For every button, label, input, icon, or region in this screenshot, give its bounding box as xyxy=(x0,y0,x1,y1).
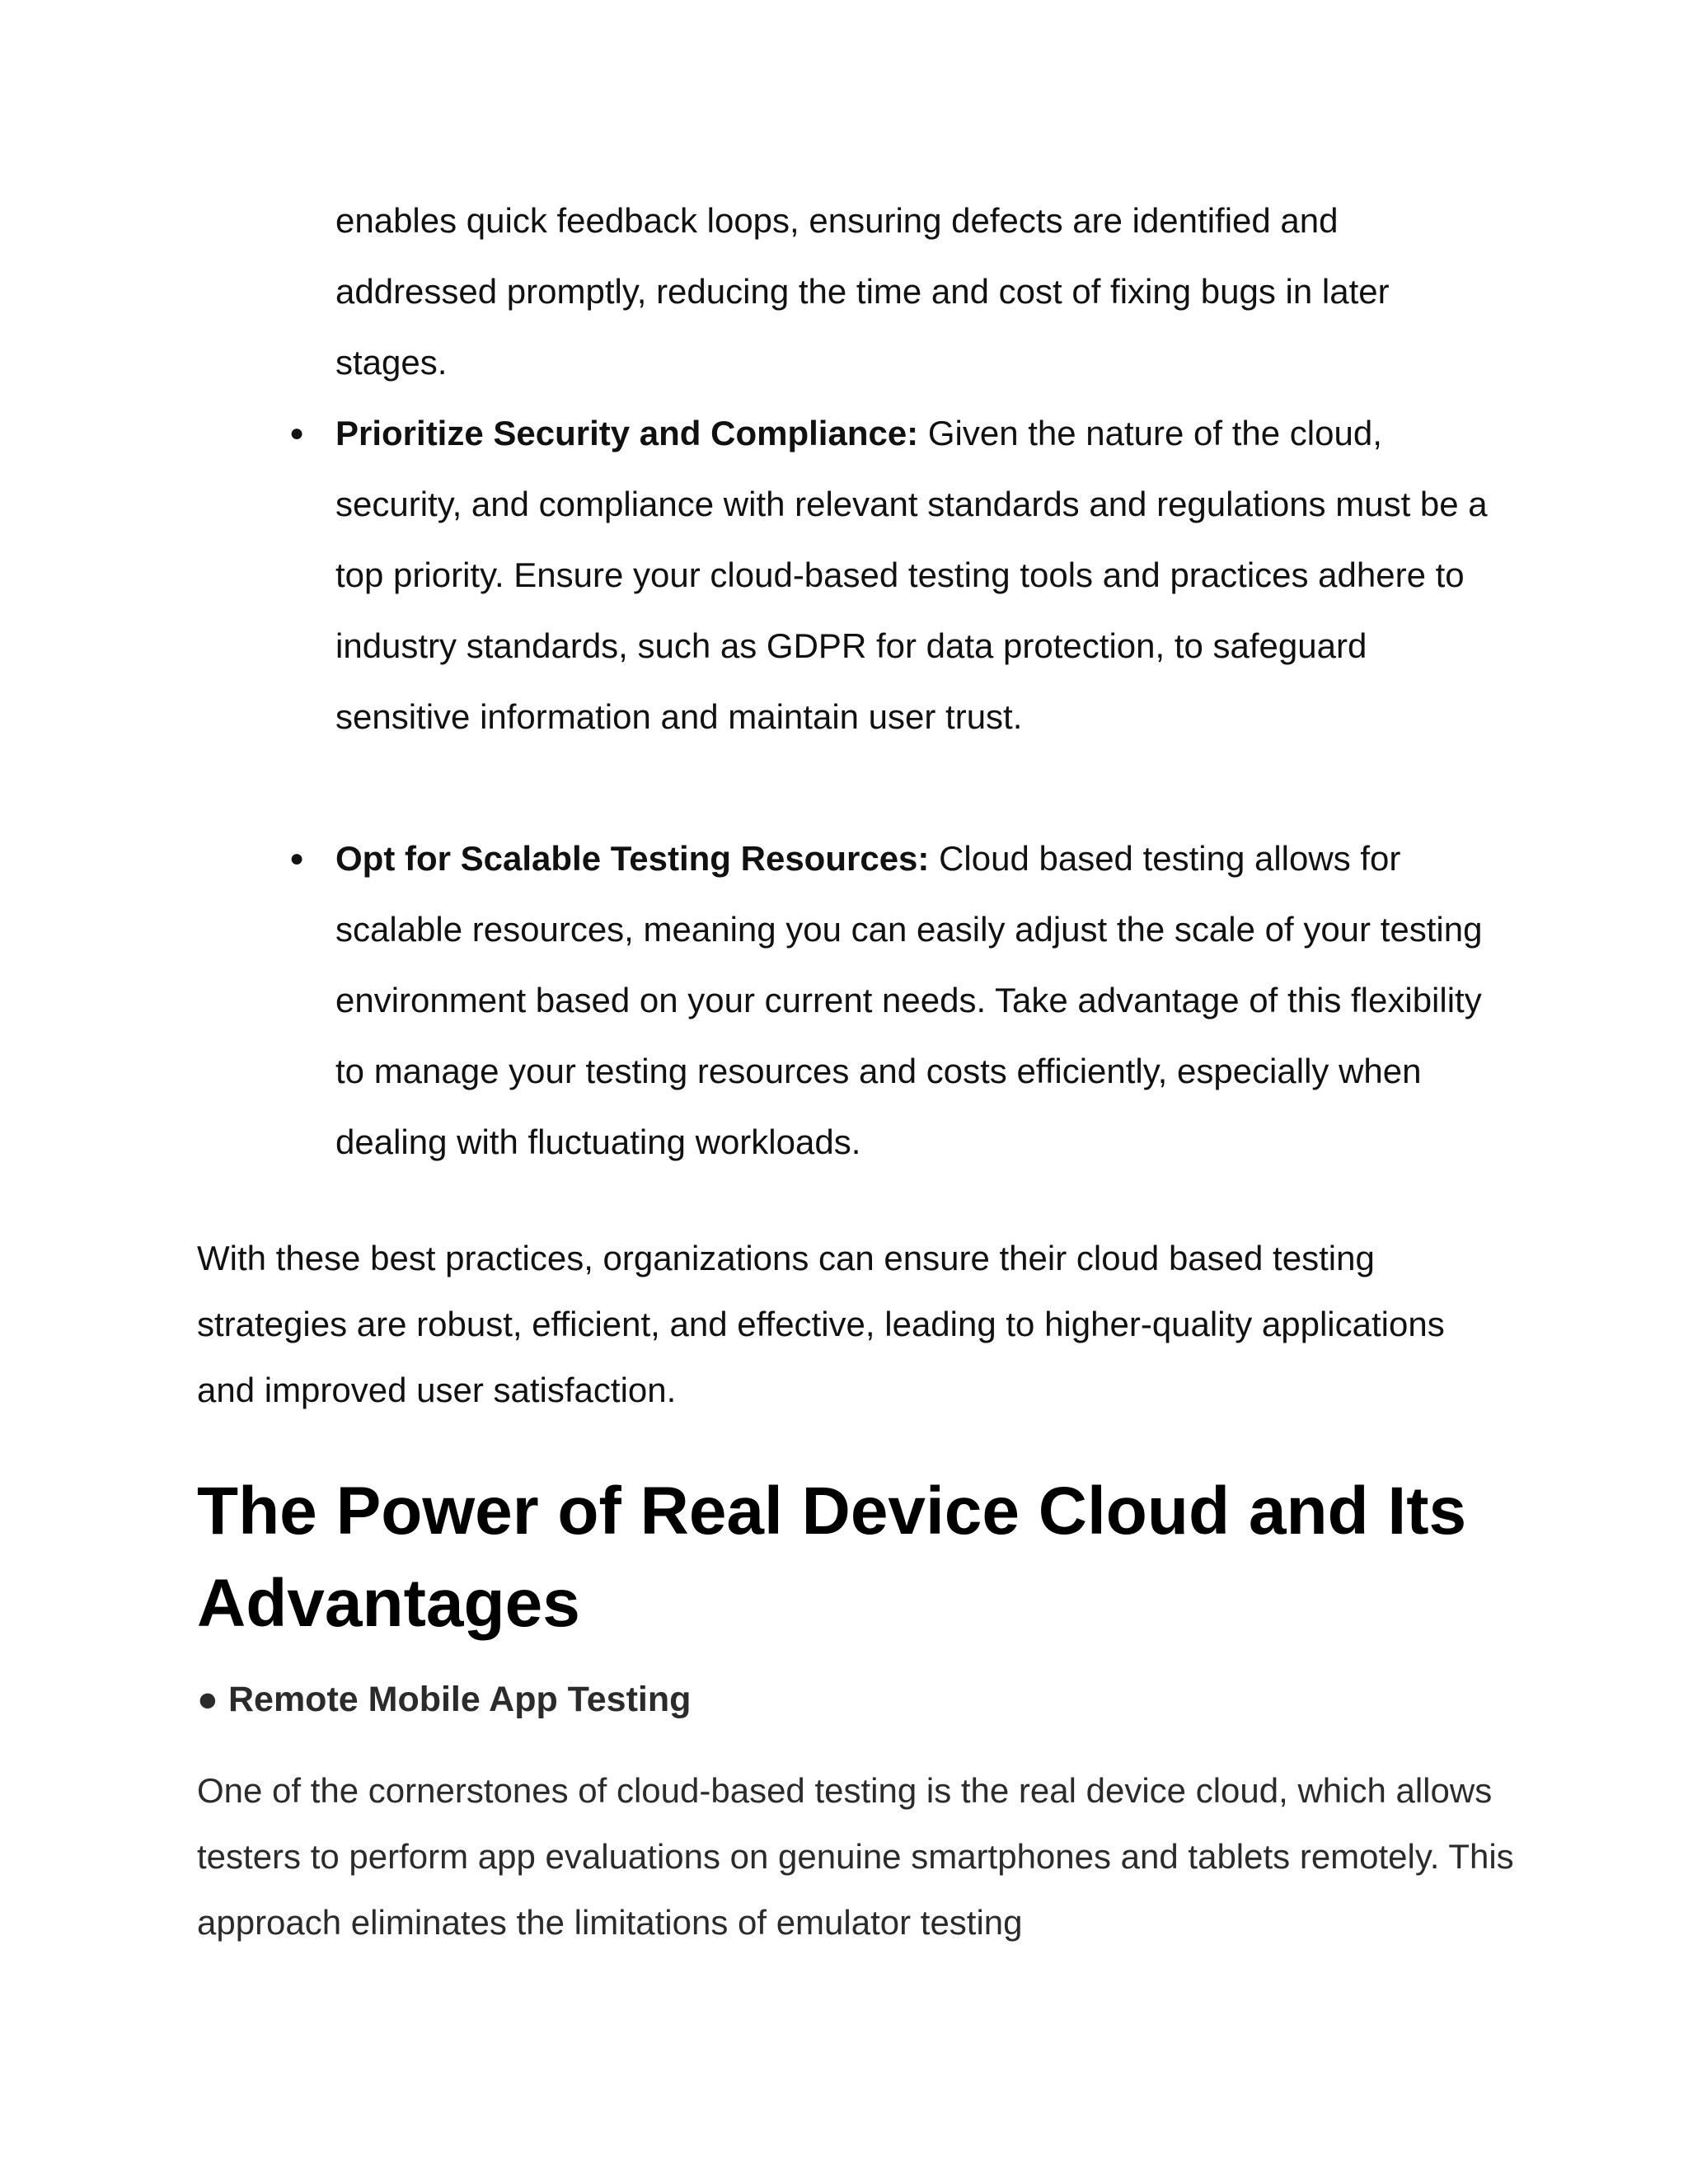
best-practices-list xyxy=(283,398,1503,1178)
bullet-icon: ● xyxy=(289,419,305,447)
list-item-text: Given the nature of the cloud, security, and compliance with relevant standards and regulations must be a top priority. Ensure your cloud-based testing tools and practices adhere to industry standards, such as GDPR for data protection, to safeguard sensitive information and maintain user trust. xyxy=(335,414,1488,736)
list-item xyxy=(283,823,1503,1178)
list-item-text: Cloud based testing allows for scalable resources, meaning you can easily adjust the scale of your testing environment based on your current needs. Take advantage of this flexibility to manage your testing resources and costs efficiently, especially when dealing with fluctuating workloads. xyxy=(335,839,1483,1161)
subsection-heading-label: Remote Mobile App Testing xyxy=(227,1680,692,1719)
bullet-icon: ● xyxy=(289,845,305,872)
continuation-paragraph: enables quick feedback loops, ensuring defects are identified and addressed promptly, reducing the time and cost of fixing bugs in later stages. xyxy=(335,201,1390,382)
subsection-heading xyxy=(197,1673,691,1726)
list-item xyxy=(283,398,1503,823)
summary-paragraph: With these best practices, organizations can ensure their cloud based testing strategies are robust, efficient, and effective, leading to higher-quality applications and improved user satisfaction. xyxy=(197,1239,1445,1409)
section-heading: The Power of Real Device Cloud and Its Advantages xyxy=(197,1474,1467,1641)
bullet-icon: ● xyxy=(197,1680,218,1719)
body-paragraph: One of the cornerstones of cloud-based testing is the real device cloud, which allows testers to perform app evaluations on genuine smartphones and tablets remotely. This approach eliminates the limitations of emulator testing xyxy=(197,1771,1514,1942)
list-item-title: Prioritize Security and Compliance: xyxy=(335,414,919,452)
list-item-title: Opt for Scalable Testing Resources: xyxy=(335,839,930,878)
